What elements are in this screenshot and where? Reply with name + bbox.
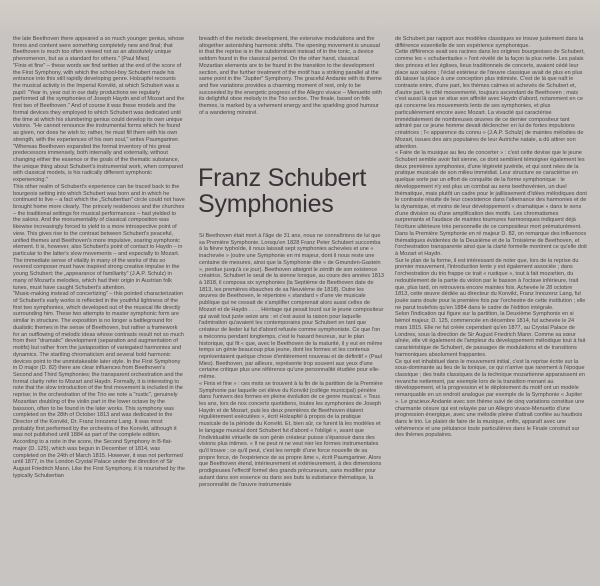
paragraph: This other realm of Schubert's experience can be traced back to the bourgeois setting into which Schubert was born and in which he continued to live – a fact which the „Schubertian" circle could not have brought home more clearly. The princely residences and the churches – the traditional settings for musical performances – had yielded to the salons. And the monumentality of classical composition was likewise increasingly forced to yield to a more introspective point of view. This gives rise to the contrast between Schubert's peaceful, unified themes and Beethoven's more impulsive, soaring symphonic element. It is, however, also Schubert's point of contact to Haydn – in particular to the latter's slow movements – and especially to Mozart. The immediate sense of vitality in many of the works of this so revered composer must have inspired strong creative impulse in the young Schubert; the „appearance of familiarity" (J.A.P. Schulz) in many of Mozart's melodies, which had their origin in Austrian folk tunes, must have caught Schubert's attention. <box>13 183 185 291</box>
right-column-french <box>395 36 587 439</box>
paragraph: « Faire de la musique au lieu de concerter » : c'est cette devise que le jeune Schubert semble avoir fait sienne, ce dont semblent témoigner également les deux premières symphonies, d'une légèreté juvénile, et qui sont nées de la pratique musicale de son milieu immédiat. Leur structure se caractérise en quelque sorte par un effort de conquête de la forme symphonique : le développement n'y est plus un combat au sens beethovénien, un duel thématique, mais plutôt un cadre pour le jaillissement d'idées mélodiques dont le contraste résulte de leur coexistence dans l'alternance des harmonies et de la dynamique, et moins de leur développement « dramatique » dans le sens d'une division ou d'une amplification des motifs. Les chromatismes surprenants et l'audace de maintes tournures harmoniques indiquent déjà l'écriture ultérieure très personnelle de ce compositeur mort prématurément. Dans la Première Symphonie en ré majeur D. 82, on remarque des influences thématiques évidentes de la Deuxième et de la Troisième de Beethoven, et l'orchestration transparente ainsi que la clarté formelle montrent ce qu'elle doit à Mozart et Haydn. <box>395 150 587 257</box>
title-line-1: Franz Schubert <box>198 164 367 192</box>
paragraph: de Schubert par rapport aux modèles classiques se trouve justement dans la différence essentielle de son expérience symphonique. <box>395 36 584 49</box>
paragraph: Ce qui est inhabituel dans le mouvement initial, c'est la reprise écrite sur la sous-dominante au lieu de la tonique, ce qui n'arrive que rarement à l'époque classique ; des traits classiques de la technique mozartienne apparaissent en revanche nettement, par exemple lors de la transition menant au développement, et la progression et le déploiement du motif ont un modèle remarquable en un endroit analogue par exemple de la Symphonie « Jupiter ». Le gracieux Andante avec son thème suivi de cinq variations constitue une charmante césure qui est relayée par un Allegro vivace-Menuetto d'une progression énergique, avec une mélodie pleine d'attrait confiée au hautbois dans le trio. Le plaisir de faire de la musique, enfin, apparaît avec une véhémence et une pétulance toute particulières dans le Finale construit sur des thèmes populaires. <box>395 358 585 439</box>
title-line-2: Symphonies <box>198 189 334 218</box>
paragraph: breadth of the melodic development, the extensive modulations and the altogether astonishing harmonic shifts. The opening movement is unusual in that the reprise is in the subdominant instead of in the tonic, a device seldom found in the classical period. On the other hand, classical Mozartian elements are to be found in the transition to the development section, and the further treatment of the motif has a striking parallel at the same point in the "Jupiter" Symphony. The graceful Andante with its theme and five variations provides a charming moment of rest, only to be succeeded by the energetic progress of the Allegro vivace – Menuetto with its delightful oboe melody in the Trio section. The finale, based on folk themes, is marked by a vehement energy and the sparkling good humour of a wandering minstrel. <box>199 36 382 116</box>
paragraph: Si Beethoven était mort à l'âge de 31 ans, nous ne connaîtrions de lui que sa Première Symphonie. Lorsqu'en 1828 Franz Peter Schubert succomba à la fièvre typhoïde, il nous laissait sept symphonies achevées et une « inachevée » (outre une Symphonie en mi majeur, dont il nous reste une centaine de mesures, ainsi que la Symphonie dite « de Gmunden-Gastein », perdue jusqu'à ce jour). Beethoven atteignit le zénith de son existence créatrice, Schubert le seuil de la sienne lorsque, au cours des années 1813 à 1818, il composa six symphonies (la Septième de Beethoven date de 1813, les premières ébauches de sa Neuvième de 1818). Outre les œuvres de Beethoven, le répertoire « standard » d'une vie musicale publique qui ne cessait de s'amplifier comprenait alors aussi celles de Mozart et de Haydn . . . . Héritage qui pesait lourd sur le jeune compositeur qui avait tout juste seize ans : et c'est aussi la raison pour laquelle l'admiration qu'avaient les contemporains pour Schubert en tant que créateur de lieder lui fut d'abord refusée comme symphoniste. Ce que l'on a méconnu pendant longtemps, c'est le hasard heureux, sur le plan historique, qui fit « que, avec le Beethoven de la maturité, il y eut en même temps un génie beaucoup plus jeune, dont les formes et les contenus représentaient quelque chose d'entièrement nouveau et de définitif » (Paul Mies). Beethoven, par ailleurs, représente trop souvent aux yeux d'une certaine critique plus une référence qu'une personnalité étudiée pour elle-même. <box>199 233 385 381</box>
paragraph: "Music-making instead of concertizing" – this pointed characterization of Schubert's early works is reflected in the youthful lightness of the first two symphonies, which developed out of the musical life directly surrounding him. These two attempts to master symphonic form are similar in structure. The exposition is no longer a battleground for dualistic themes in the sense of Beethoven, but rather a framework for an outflowing of melodic ideas whose contrasts result not so much from their "dramatic" development (separation and augmentation of motifs) but rather from the juxtaposition of variegated harmonies and dynamics. The startling chromaticism and several bold harmonic devices point to the unmistakeable later style. In the First Symphony in D major (D. 82) there are clear influences from Beethoven's Second and Third Symphonies; the transparent orchestration and the formal clarity refer to Mozart and Haydn. Formally, it is interesting to note that the slow introduction of the first movement is included in the reprise; in the orchestration of the Trio we note a "rustic", genuinely Mozartian doubling of the violin part in the lower octave by the bassoon, often to be found in the later works. This symphony was completed on the 28th of October 1813 and was dedicated to the Director of the Konvikt, Dr. Franz Innozenz Lang. It was most probably first performed by the orchestra of the Konvikt, although it was not published until 1884 as part of the complete edition. <box>13 291 184 439</box>
paragraph: "Finis et fine" – these words we find written at the end of the score of the First Symphony, with which the school-boy Schubert made his entrance into this still rapidly developing genre. Holzapfel recounts the musical activity in the Imperial Konvikt, at which Schubert was a pupil: "Year in, year out in our daily productions we regularly performed all the symphonies of Joseph Haydn and of Mozart and the first two of Beethoven." And of course it was these models and the formal devices they employed to which Schubert was dedicated until the time at which his slumbering genius could develop its own unique visions. "He cannot renounce the instrumental forms which he found as given, nor does he wish to; rather, he must fill them with his own strength, with the experiences of his own soul," writes Paumgartner. "Whereas Beethoven expanded the formal inventory of his great predecessors immensely, both internally and externally, without changing either the essence or the goals of the thematic substance, the unique thing about Schubert's instrumental work, when compared with classical models, is his radically different symphonic experiencing." <box>13 62 185 184</box>
paragraph: « Finis et fine » : ces mots se trouvent à la fin de la partition de la Première Symphonie par laquelle cet élève du Konvikt (collège municipal) pénètre dans l'univers des formes en pleine évolution de ce genre musical. « Tous les ans, lors de nos concerts quotidiens, toutes les symphonies de Joseph Haydn et de Mozart, puis les deux premières de Beethoven étaient régulièrement exécutées », écrit Holzapfel à propos de la pratique musicale de la période du Konvikt. Et, bien sûr, ce furent là les modèles et le langage musical dont Schubert fut d'abord « l'obligé », avant que l'individualité virtuelle de son génie créateur puisse s'épanouir dans des visions plus intimes. « Il ne peut ni ne veut nier les formes instrumentales qu'il trouve ; ce qu'il peut, c'est les remplir d'une force nouvelle de sa propre force, de l'expérience de sa propre âme », écrit Paumgartner. Alors que Beethoven étend, intérieurement et extérieurement, à des dimensions prodigieuses l'effectif formel des grands précurseurs, sans modifier pour autant dans son essence ou dans ses buts la substance thématique, la personnalité de l'œuvre instrumentale <box>199 380 383 488</box>
paragraph: According to a note in the score, the Second Symphony in B-flat-major (D. 125), which was begun in December of 1814, was completed on the 24th of March 1815. However, it was not performed until 1877, in the London Crystal Palace under the direction of Sir August Friedrich Mann. Like the First Symphony, it is nourished by the typically Schubertian <box>13 439 185 479</box>
page-title <box>198 166 366 217</box>
middle-column-french <box>199 233 384 488</box>
paragraph: Cette différence avait ses racines dans les origines bourgeoises de Schubert, comme les « schubertiades » l'ont révélé de la façon la plus nette. Les palais des princes et les églises, lieux traditionnels de concerts, avaient cédé leur place aux salons ; l'éclat extérieur de l'œuvre classique avait de plus en plus dû laisser la place à une conception plus intimiste. C'est de là que naît le contraste entre, d'une part, les thèmes calmes et achevés de Schubert et, d'autre part, le côté mouvementé, toujours ascendant de Beethoven ; mais c'est aussi là que se situe son affinité avec Haydn d'abord, notamment en ce qui concerne les mouvements lents de ses symphonies, et plus particulièrement encore avec Mozart. La vivacité qui caractérise immédiatement de nombreuses œuvres de ce dernier compositeur tant admiré par ce jeune homme devait déclencher en lui de fortes impulsions créatrices ; l'« apparence du connu » (J.A.P. Schulz) de maintes mélodies de Mozart, issues des airs populaires de leur Autriche natale, a dû attirer son attention. <box>395 49 585 150</box>
paragraph: Selon l'indication qui figure sur la partition, la Deuxième Symphonie en si bémol majeur, D. 125, commencée en décembre 1814, fut achevée le 24 mars 1815. Elle ne fut créée cependant qu'en 1877, au Crystal Palace de Londres, sous la direction de Sir August Friedrich Mann. Comme sa sœur aînée, elle vit également de l'ampleur du développement mélodique tout à fait caractéristique de Schubert, de passages de modulations et de transitions harmoniques absolument frappantes. <box>395 311 586 358</box>
left-column-english <box>13 36 185 479</box>
paragraph: Sur le plan de la forme, il est intéressant de noter que, lors de la reprise du premier mouvement, l'introduction lente y est également associée ; dans l'orchestration du trio frappe ce trait « rustique », tout à fait mozartien, du redoublement de la partie du violon par le basson à l'octave inférieure, trait que, plus tard, on retrouvera encore maintes fois. Achevée le 28 octobre 1813, cette œuvre dédiée au directeur du Konvikt, Franz Innozenz Lang, fut jouée sans doute pour la première fois par l'orchestre de cette institution ; elle ne parut toutefois qu'en 1884 dans le cadre de l'édition intégrale. <box>395 257 586 311</box>
top-edge-strip <box>0 0 600 30</box>
paragraph: the late Beethoven there appeared a so much younger genius, whose forms and content were something completely new and final; that Beethoven is much too often viewed not as an absolutely unique phenomenon, but as a standard for others." (Paul Mies) <box>13 36 185 63</box>
middle-column-english <box>199 36 384 117</box>
